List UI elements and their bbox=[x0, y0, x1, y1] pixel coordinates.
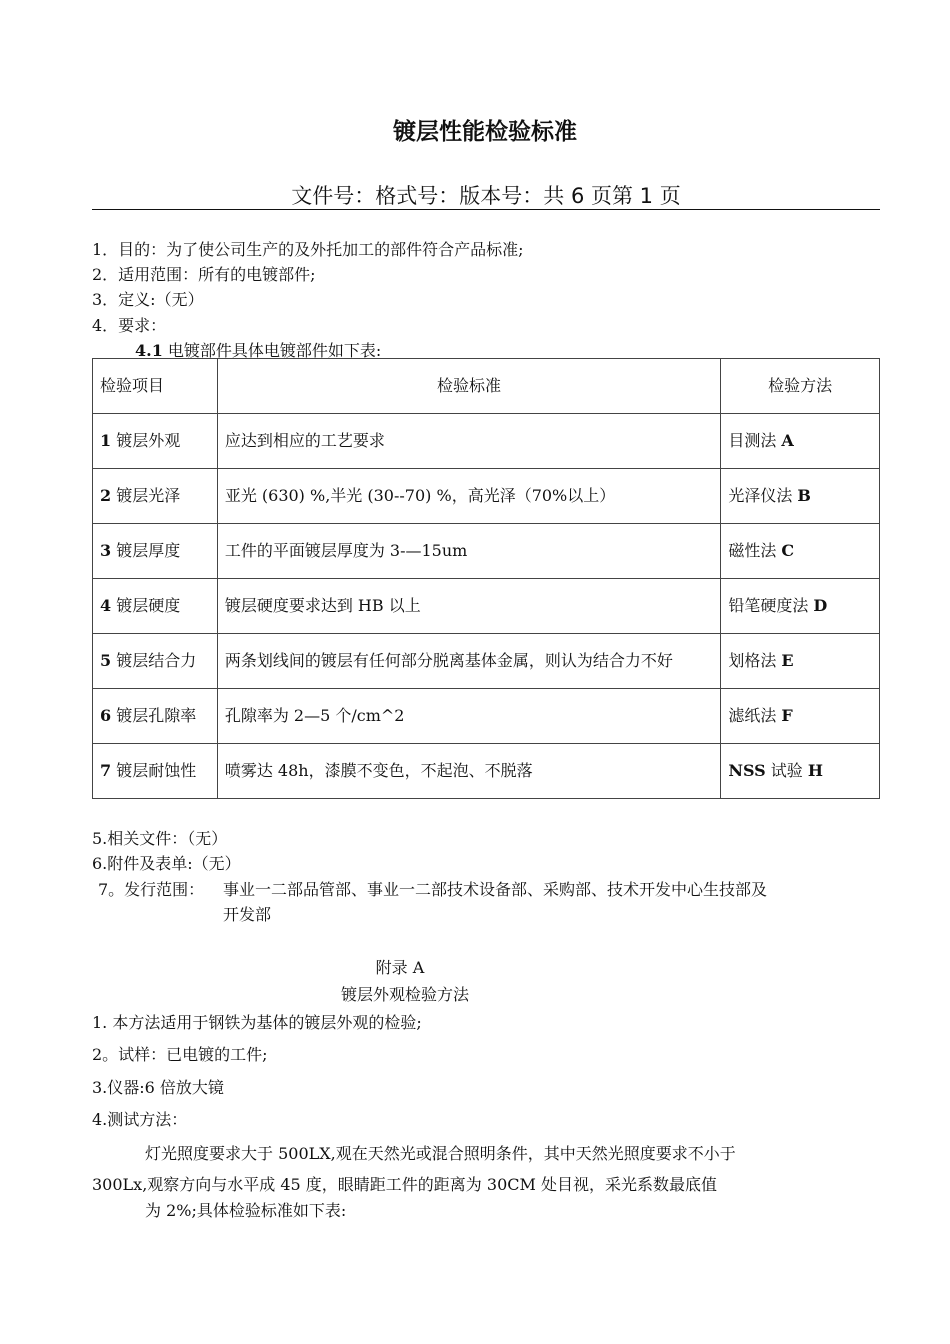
row-item-label: 镀层外观 bbox=[111, 431, 181, 450]
row-method-label: 试验 bbox=[765, 761, 808, 780]
row-method-label: 铅笔硬度法 bbox=[728, 596, 814, 615]
row-method bbox=[721, 579, 880, 634]
table-row bbox=[93, 689, 880, 744]
appendix-subtitle: 镀层外观检验方法 bbox=[340, 985, 469, 1004]
inspection-table bbox=[92, 358, 880, 799]
row-standard: 工件的平面镀层厚度为 3-—15um bbox=[217, 524, 721, 579]
row-standard: 亚光 (630) %,半光 (30--70) %，高光泽（70%以上） bbox=[217, 469, 721, 524]
row-method-label: 目测法 bbox=[728, 431, 782, 450]
table-row bbox=[93, 634, 880, 689]
row-number: 7 bbox=[100, 761, 112, 780]
row-method-code: F bbox=[781, 706, 793, 725]
row-item-label: 镀层耐蚀性 bbox=[111, 761, 197, 780]
section-related-docs: 5.相关文件：（无） bbox=[92, 829, 228, 848]
section-requirements: 4．要求： bbox=[92, 316, 167, 335]
row-item-label: 镀层孔隙率 bbox=[111, 706, 197, 725]
row-standard: 镀层硬度要求达到 HB 以上 bbox=[217, 579, 721, 634]
row-item bbox=[93, 414, 218, 469]
appendix-paragraph-line2: 300Lx,观察方向与水平成 45 度，眼睛距工件的距离为 30CM 处目视，采光系数最底值 bbox=[92, 1175, 717, 1194]
row-item bbox=[93, 469, 218, 524]
header-item: 检验项目 bbox=[93, 359, 218, 414]
section-4-1-number: 4.1 bbox=[135, 341, 163, 360]
document-meta-line: 文件号：格式号：版本号：共 6 页第 1 页 bbox=[291, 184, 681, 208]
table-row bbox=[93, 524, 880, 579]
row-number: 2 bbox=[100, 486, 112, 505]
row-method-prefix: NSS bbox=[728, 761, 766, 780]
row-method-label: 磁性法 bbox=[728, 541, 782, 560]
row-method-code: E bbox=[781, 651, 794, 670]
row-method-label: 划格法 bbox=[728, 651, 782, 670]
row-item-label: 镀层光泽 bbox=[111, 486, 181, 505]
appendix-item-1: 1. 本方法适用于钢铁为基体的镀层外观的检验; bbox=[92, 1013, 422, 1032]
appendix-item-4: 4.测试方法： bbox=[92, 1110, 188, 1129]
row-item bbox=[93, 524, 218, 579]
row-standard: 喷雾达 48h，漆膜不变色，不起泡、不脱落 bbox=[217, 744, 721, 799]
table-row bbox=[93, 579, 880, 634]
row-method bbox=[721, 524, 880, 579]
row-number: 5 bbox=[100, 651, 112, 670]
row-item bbox=[93, 689, 218, 744]
row-standard: 应达到相应的工艺要求 bbox=[217, 414, 721, 469]
table-header-row bbox=[93, 359, 880, 414]
table-row bbox=[93, 469, 880, 524]
row-method bbox=[721, 744, 880, 799]
row-item-label: 镀层结合力 bbox=[111, 651, 197, 670]
row-method bbox=[721, 634, 880, 689]
section-definition: 3．定义:（无） bbox=[92, 290, 204, 309]
table-row bbox=[93, 744, 880, 799]
row-method-code: D bbox=[813, 596, 828, 615]
row-method bbox=[721, 689, 880, 744]
section-distribution-line1: 事业一二部品管部、事业一二部技术设备部、采购部、技术开发中心生技部及 bbox=[223, 880, 768, 899]
appendix-item-2: 2。试样：已电镀的工件; bbox=[92, 1045, 268, 1064]
row-item-label: 镀层厚度 bbox=[111, 541, 181, 560]
section-distribution-label: 7。发行范围： bbox=[98, 880, 205, 899]
row-standard: 两条划线间的镀层有任何部分脱离基体金属，则认为结合力不好 bbox=[217, 634, 721, 689]
header-method: 检验方法 bbox=[721, 359, 880, 414]
header-rule bbox=[92, 209, 880, 210]
row-method-code: B bbox=[797, 486, 811, 505]
appendix-title: 附录 A bbox=[375, 958, 425, 977]
row-method-label: 滤纸法 bbox=[728, 706, 782, 725]
row-item bbox=[93, 634, 218, 689]
appendix-paragraph-line3: 为 2%;具体检验标准如下表: bbox=[145, 1201, 347, 1220]
section-scope: 2．适用范围：所有的电镀部件; bbox=[92, 265, 316, 284]
row-number: 6 bbox=[100, 706, 112, 725]
document-title: 镀层性能检验标准 bbox=[393, 119, 577, 145]
row-item-label: 镀层硬度 bbox=[111, 596, 181, 615]
row-number: 4 bbox=[100, 596, 112, 615]
appendix-item-3: 3.仪器:6 倍放大镜 bbox=[92, 1078, 224, 1097]
row-number: 1 bbox=[100, 431, 112, 450]
section-distribution-line2: 开发部 bbox=[223, 905, 272, 924]
header-standard: 检验标准 bbox=[217, 359, 721, 414]
row-method-code: H bbox=[807, 761, 824, 780]
row-item bbox=[93, 744, 218, 799]
section-attachments: 6.附件及表单:（无） bbox=[92, 854, 241, 873]
section-4-1-text: 电镀部件具体电镀部件如下表: bbox=[162, 341, 382, 360]
table-row bbox=[93, 414, 880, 469]
row-standard: 孔隙率为 2—5 个/cm^2 bbox=[217, 689, 721, 744]
row-method-label: 光泽仪法 bbox=[728, 486, 798, 505]
row-item bbox=[93, 579, 218, 634]
appendix-paragraph-line1: 灯光照度要求大于 500LX,观在天然光或混合照明条件，其中天然光照度要求不小于 bbox=[145, 1144, 736, 1163]
row-method bbox=[721, 469, 880, 524]
row-number: 3 bbox=[100, 541, 112, 560]
section-purpose: 1．目的：为了使公司生产的及外托加工的部件符合产品标准; bbox=[92, 240, 524, 259]
row-method-code: C bbox=[781, 541, 795, 560]
row-method-code: A bbox=[781, 431, 794, 450]
row-method bbox=[721, 414, 880, 469]
